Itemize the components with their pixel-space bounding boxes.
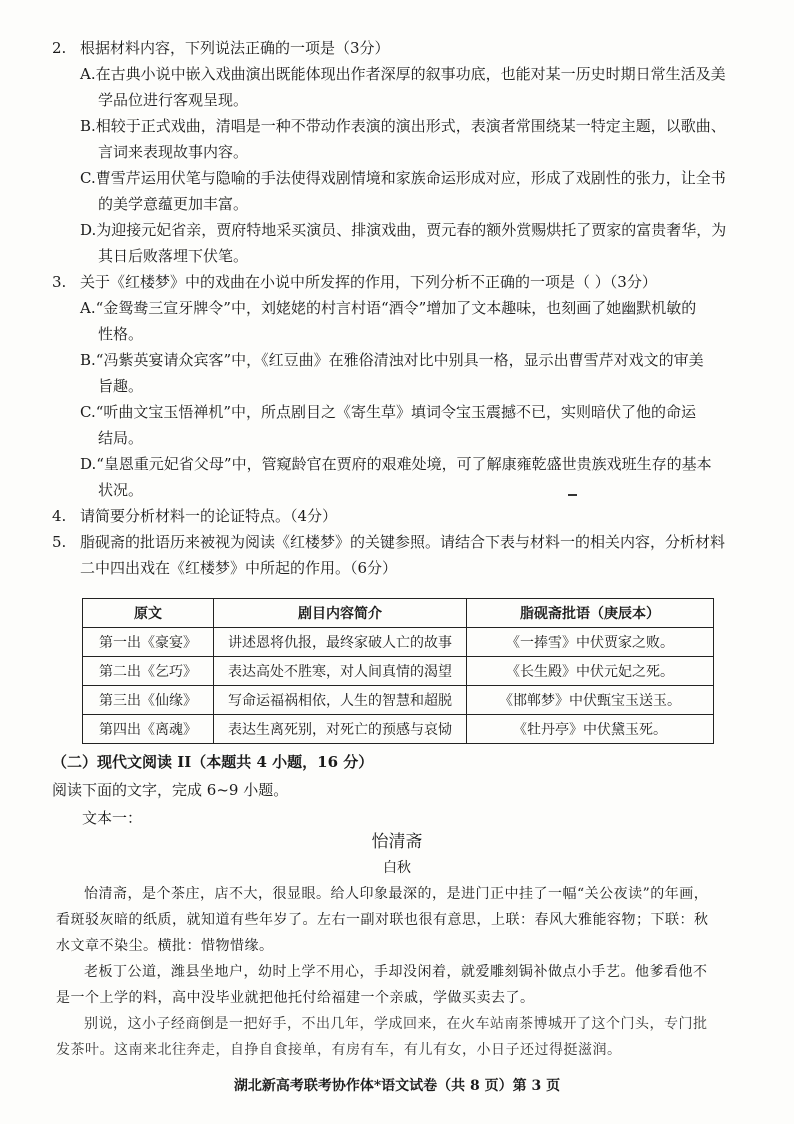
- q3-option-c-line1: C.“听曲文宝玉悟禅机”中，所点剧目之《寄生草》填词令宝玉震撼不已，实则暗伏了他的命运: [80, 403, 697, 421]
- question-number: 5.: [52, 533, 67, 551]
- stray-mark: [568, 494, 577, 496]
- column-header-annotation: 脂砚斋批语（庚辰本）: [467, 599, 714, 628]
- section-instruction: 阅读下面的文字，完成 6~9 小题。: [52, 781, 289, 799]
- q2-option-d-line1: D.为迎接元妃省亲，贾府特地采买演员、排演戏曲，贾元春的额外赏赐烘托了贾家的富贵奢华，为: [80, 221, 727, 239]
- table-row: [83, 686, 714, 715]
- table-header-row: [83, 599, 714, 628]
- q3-option-d-line1: D.“皇恩重元妃省父母”中，管窥龄官在贾府的艰难处境，可了解康雍乾盛世贵族戏班生存的基本: [80, 455, 712, 473]
- table-row: [83, 628, 714, 657]
- q2-option-d-line2: 其日后败落埋下伏笔。: [98, 247, 249, 265]
- table-cell: 《一捧雪》中伏贾家之败。: [467, 628, 714, 657]
- story-paragraph-2-line2: 是一个上学的料，高中没毕业就把他托付给福建一个亲戚，学做买卖去了。: [56, 990, 535, 1006]
- question-number: 3.: [52, 273, 67, 291]
- q2-option-b-line2: 言词来表现故事内容。: [98, 143, 249, 161]
- column-header-original: 原文: [83, 599, 214, 628]
- table-row: [83, 657, 714, 686]
- q3-option-b-line2: 旨趣。: [98, 377, 144, 395]
- q2-option-a-line2: 学品位进行客观呈现。: [98, 91, 249, 109]
- story-paragraph-3-line2: 发茶叶。这南来北往奔走，自挣自食接单，有房有车，有儿有女，小日子还过得挺滋润。: [56, 1042, 622, 1058]
- story-paragraph-3-line1: 别说，这小子经商倒是一把好手，不出几年，学成回来，在火车站南茶博城开了这个门头，专门批: [84, 1016, 708, 1032]
- table-row: [83, 715, 714, 744]
- column-header-summary: 剧目内容简介: [214, 599, 467, 628]
- table-cell: 《牡丹亭》中伏黛玉死。: [467, 715, 714, 744]
- q3-option-c-line2: 结局。: [98, 429, 144, 447]
- story-title: 怡清斋: [371, 832, 423, 852]
- table-cell: 第二出《乞巧》: [83, 657, 214, 686]
- table-cell: 《邯郸梦》中伏甄宝玉送玉。: [467, 686, 714, 715]
- table-cell: 表达生离死别，对死亡的预感与哀恸: [214, 715, 467, 744]
- q2-option-a-line1: A.在古典小说中嵌入戏曲演出既能体现出作者深厚的叙事功底，也能对某一历史时期日常生活及美: [80, 65, 726, 83]
- q2-option-c-line2: 的美学意蕴更加丰富。: [98, 195, 249, 213]
- q2-option-b-line1: B.相较于正式戏曲，清唱是一种不带动作表演的演出形式，表演者常围绕某一特定主题，以歌曲、: [80, 117, 726, 135]
- q3-option-a-line1: A.“金鸳鸯三宣牙牌令”中，刘姥姥的村言村语“酒令”增加了文本趣味，也刻画了她幽默机敏的: [80, 299, 697, 317]
- question-5-stem-line2: 二中四出戏在《红楼梦》中所起的作用。（6分）: [80, 559, 398, 577]
- question-4-stem: 4. 请简要分析材料一的论证特点。（4分）: [52, 507, 338, 525]
- question-3-stem: 3. 关于《红楼梦》中的戏曲在小说中所发挥的作用，下列分析不正确的一项是（ ）（3分）: [52, 273, 657, 291]
- table-cell: 第三出《仙缘》: [83, 686, 214, 715]
- table-cell: 表达高处不胜寒，对人间真情的渴望: [214, 657, 467, 686]
- story-author: 白秋: [383, 860, 411, 876]
- question-5-stem: 5. 脂砚斋的批语历来被视为阅读《红楼梦》的关键参照。请结合下表与材料一的相关内容，分析材料: [52, 533, 726, 551]
- story-paragraph-1-line1: 怡清斋，是个茶庄，店不大，很显眼。给人印象最深的，是进门正中挂了一幅“关公夜读”的年画，: [84, 886, 709, 902]
- question-number: 2.: [52, 39, 67, 57]
- table-cell: 写命运福祸相依，人生的智慧和超脱: [214, 686, 467, 715]
- question-2-stem: 2. 根据材料内容，下列说法正确的一项是（3分）: [52, 39, 390, 57]
- q3-option-d-line2: 状况。: [98, 481, 144, 499]
- q3-option-a-line2: 性格。: [98, 325, 144, 343]
- story-paragraph-1-line2: 看斑驳灰暗的纸质，就知道有些年岁了。左右一副对联也很有意思，上联：春风大雅能容物；下联：秋: [56, 912, 709, 928]
- table-cell: 第一出《豪宴》: [83, 628, 214, 657]
- page-footer: 湖北新高考联考协作体*语文试卷（共 8 页）第 3 页: [233, 1078, 561, 1094]
- opera-comparison-table: [82, 598, 714, 744]
- q2-option-c-line1: C.曹雪芹运用伏笔与隐喻的手法使得戏剧情境和家族命运形成对应，形成了戏剧性的张力，让全书: [80, 169, 726, 187]
- section-heading: （二）现代文阅读 II（本题共 4 小题，16 分）: [52, 753, 374, 771]
- question-number: 4.: [52, 507, 67, 525]
- story-paragraph-2-line1: 老板丁公道，潍县坐地户，幼时上学不用心，手却没闲着，就爱雕刻锔补做点小手艺。他爹看他不: [84, 964, 708, 980]
- table-cell: 《长生殿》中伏元妃之死。: [467, 657, 714, 686]
- table-cell: 第四出《离魂》: [83, 715, 214, 744]
- text-one-label: 文本一：: [82, 809, 143, 827]
- story-paragraph-1-line3: 水文章不染尘。横批：惜物惜缘。: [56, 938, 274, 954]
- q3-option-b-line1: B.“冯紫英宴请众宾客”中，《红豆曲》在雅俗清浊对比中别具一格，显示出曹雪芹对戏文的审美: [80, 351, 704, 369]
- table-cell: 讲述恩将仇报，最终家破人亡的故事: [214, 628, 467, 657]
